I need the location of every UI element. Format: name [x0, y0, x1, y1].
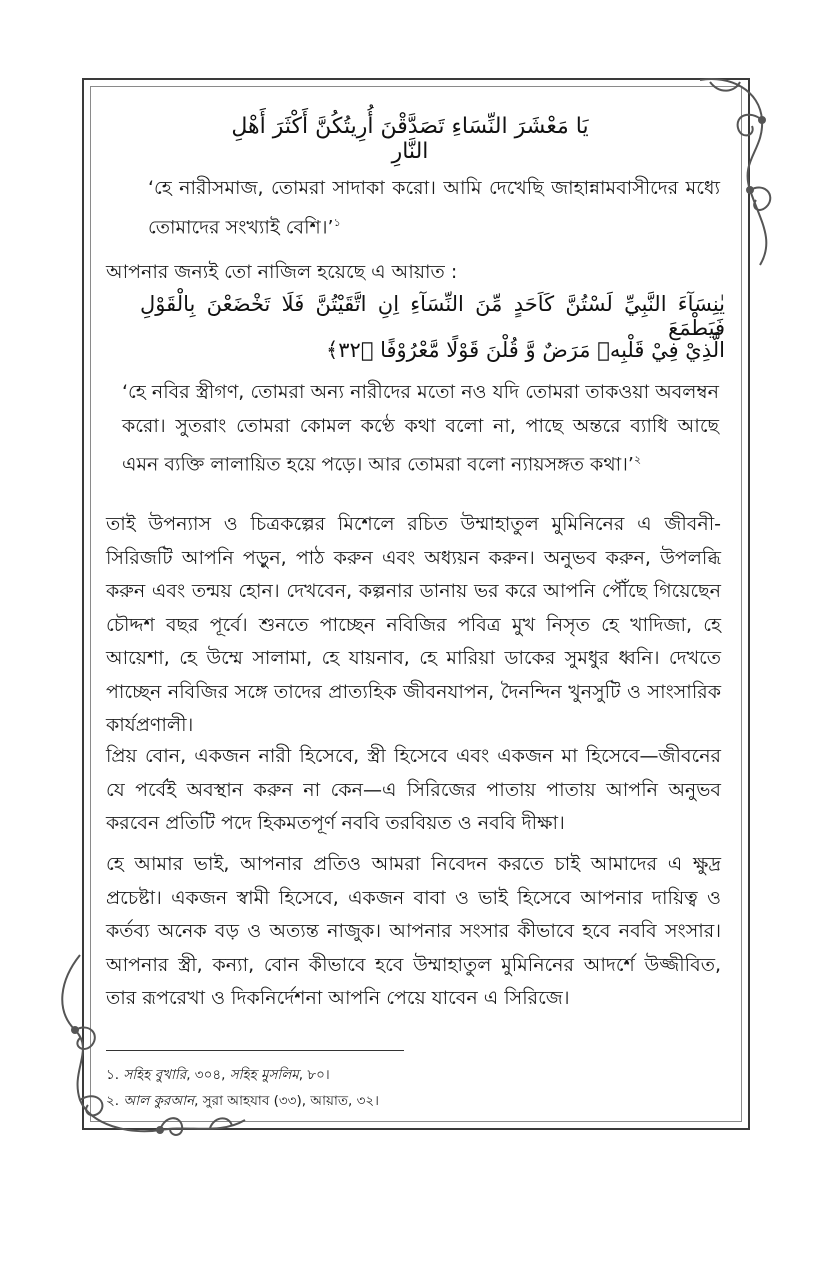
ayah-translation-text: ‘হে নবির স্ত্রীগণ, তোমরা অন্য নারীদের মতো নও যদি তোমরা তাকওয়া অবলম্বন করো। সুতরাং তোমরা কোমল কণ্ঠে কথা বলো না, পাছে অন্তরে ব্যাধি আছে এমন ব্যক্তি লালায়িত হয়ে পড়ে। আর তোমরা বলো ন্যায়সঙ্গত কথা।’: [122, 381, 719, 476]
ayah-translation: [122, 376, 719, 482]
body-paragraph: প্রিয় বোন, একজন নারী হিসেবে, স্ত্রী হিসেবে এবং একজন মা হিসেবে—জীবনের যে পর্বেই অবস্থান করুন না কেন—এ সিরিজের পাতায় পাতায় আপনি অনুভব করবেন প্রতিটি পদে হিকমতপূর্ণ নববি তরবিয়ত ও নববি দীক্ষা।: [106, 745, 721, 834]
body-paragraph: হে আমার ভাই, আপনার প্রতিও আমরা নিবেদন করতে চাই আমাদের এ ক্ষুদ্র প্রচেষ্টা। একজন স্বামী হিসেবে, একজন বাবা ও ভাই হিসেবে আপনার দায়িত্ব ও কর্তব্য অনেক বড় ও অত্যন্ত নাজুক। আপনার সংসার কীভাবে হবে নববি সংসার। আপনার স্ত্রী, কন্যা, বোন কীভাবে হবে উম্মাহাতুল মুমিনিনের আদর্শে উজ্জীবিত, তার রূপরেখা ও দিকনির্দেশনা আপনি পেয়ে যাবেন এ সিরিজে।: [106, 853, 721, 1009]
footnote-1: ১. সহিহ বুখারি, ৩০৪, সহিহ মুসলিম, ৮০।: [106, 1067, 330, 1083]
footnote-source: সহিহ বুখারি: [123, 1067, 187, 1083]
footnote-source: সহিহ মুসলিম: [229, 1067, 299, 1083]
footnote-2: ২. আল কুরআন, সুরা আহযাব (৩৩), আয়াত, ৩২।: [106, 1093, 380, 1109]
footnote-divider: [106, 1050, 404, 1051]
hadith-arabic: يَا مَعْشَرَ النِّسَاءِ تَصَدَّقْنَ أُرِيتُكُنَّ أَكْثَرَ أَهْلِ النَّارِ: [231, 114, 589, 164]
footnote-marker-2: ২: [633, 453, 642, 466]
body-paragraph: তাই উপন্যাস ও চিত্রকল্পের মিশেলে রচিত উম্মাহাতুল মুমিনিনের এ জীবনী-সিরিজটি আপনি পড়ুন, পাঠ করুন এবং অধ্যয়ন করুন। অনুভব করুন, উপলব্ধি করুন এবং তন্ময় হোন। দেখবেন, কল্পনার ডানায় ভর করে আপনি পৌঁছে গিয়েছেন চৌদ্দশ বছর পূর্বে। শুনতে পাচ্ছেন নবিজির পবিত্র মুখ নিসৃত হে খাদিজা, হে আয়েশা, হে উম্মে সালামা, হে যায়নাব, হে মারিয়া ডাকের সুমধুর ধ্বনি। দেখতে পাচ্ছেন নবিজির সঙ্গে তাদের প্রাত্যহিক জীবনযাপন, দৈনন্দিন খুনসুটি ও সাংসারিক কার্যপ্রণালী।: [106, 513, 721, 736]
hadith-translation-text: ‘হে নারীসমাজ, তোমরা সাদাকা করো। আমি দেখেছি জাহান্নামবাসীদের মধ্যে তোমাদের সংখ্যাই বেশি।’: [148, 177, 720, 238]
ayah-intro: আপনার জন্যই তো নাজিল হয়েছে এ আয়াত :: [106, 261, 458, 283]
ayah-arabic-line-1: يٰنِسَآءَ النَّبِيِّ لَسْتُنَّ كَاَحَدٍ مِّنَ النِّسَآءِ اِنِ اتَّقَيْتُنَّ فَلَا تَخْضَعْنَ بِالْقَوْلِ فَيَطْمَعَ: [140, 292, 725, 340]
footnote-marker-1: ১: [333, 215, 341, 229]
ayah-arabic-line-2: الَّذِيْ فِيْ قَلْبِهٖ مَرَضٌ وَّ قُلْنَ قَوْلًا مَّعْرُوْفًا ﴿۳۲﴾: [325, 338, 725, 362]
footnote-source: আল কুরআন: [123, 1093, 195, 1109]
hadith-translation: [148, 172, 720, 244]
